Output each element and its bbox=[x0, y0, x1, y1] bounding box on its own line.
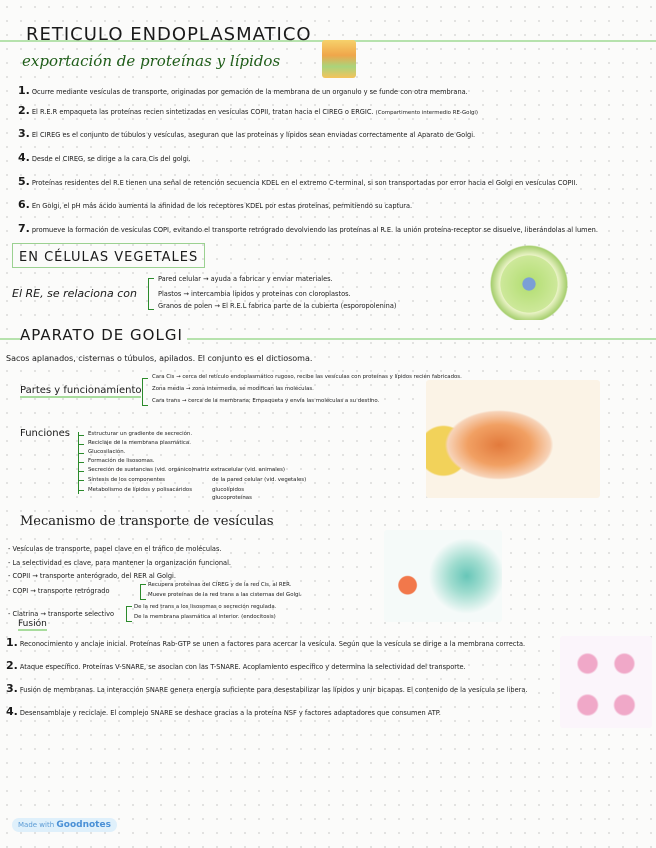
er-subtitle: exportación de proteínas y lípidos bbox=[22, 52, 281, 70]
fusion-step-4: 4. Desensamblaje y reciclaje. El complejo SNARE se deshace gracias a la proteína NSF y factores adaptadores que consumen ATP. bbox=[6, 705, 441, 718]
fusion-label: Fusión bbox=[18, 619, 47, 629]
er-item-5: 5. Proteínas residentes del R.E tienen una señal de retención secuencia KDEL en el extremo C-terminal, si son transportadas por error hacia el Golgi en vesículas COPII. bbox=[18, 175, 578, 188]
golgi-part-trans: Cara trans → cerca de la membrana; Empaqueta y envía las moléculas a su destino. bbox=[152, 398, 380, 404]
er-item-7: 7. promueve la formación de vesículas COPI, evitando el transporte retrógrado devolviendo las proteínas al R.E. la unión proteína-receptor se disuelve, liberándolas al lumen. bbox=[18, 222, 598, 235]
made-with-label: Made with bbox=[18, 821, 55, 829]
golgi-function-5: Secreción de sustancias (vid. orgánico) bbox=[88, 467, 194, 473]
golgi-title: APARATO DE GOLGI bbox=[20, 326, 187, 344]
mechanism-bullet-2: - La selectividad es clave, para mantener la organización funcional. bbox=[8, 559, 232, 567]
golgi-function-6: Síntesis de los componentes bbox=[88, 477, 165, 483]
golgi-functions-label: Funciones bbox=[20, 428, 70, 439]
mechanism-bullet-3: - COPII → transporte anterógrado, del RER al Golgi. bbox=[8, 572, 176, 580]
er-item-6: 6. En Golgi, el pH más ácido aumenta la afinidad de los receptores KDEL por estas proteínas, permitiendo su captura. bbox=[18, 198, 413, 211]
golgi-function-side-2: de la pared celular (vid. vegetales) bbox=[212, 477, 307, 483]
plant-lead: El RE, se relaciona con bbox=[12, 287, 137, 300]
mechanism-title: Mecanismo de transporte de vesículas bbox=[20, 514, 274, 529]
golgi-function-7: Metabolismo de lípidos y polisacáridos bbox=[88, 487, 193, 493]
plant-cell-image bbox=[484, 240, 574, 320]
goodnotes-badge[interactable] bbox=[12, 818, 117, 832]
golgi-function-side-1: matriz extracelular (vid. animales) bbox=[192, 467, 286, 473]
fusion-step-3: 3. Fusión de membranas. La interacción SNARE genera energía suficiente para desestabilizar las lípidos y unir bicapas. El contenido de la vesícula se libera. bbox=[6, 682, 528, 695]
golgi-diagram-image bbox=[426, 380, 600, 498]
vesicle-transport-image bbox=[384, 530, 502, 622]
clathrin-sub-2: De la membrana plasmática al interior. (endocitosis) bbox=[134, 614, 276, 620]
brace bbox=[148, 278, 154, 310]
fusion-step-2: 2. Ataque específico. Proteínas V-SNARE, se asocian con las T-SNARE. Acoplamiento específico y determina la selectividad del transporte. bbox=[6, 659, 466, 672]
mechanism-bullet-5: - Clatrina → transporte selectivo bbox=[8, 610, 115, 618]
brace bbox=[140, 584, 146, 600]
golgi-function-2: Reciclaje de la membrana plasmática. bbox=[88, 440, 191, 446]
er-item-2: 2. El R.E.R empaqueta las proteínas recien sintetizadas en vesículas COPII, tratan hacia el CIREG o ERGIC. (Compartimento intermedio RE-Golgi) bbox=[18, 104, 478, 117]
brace bbox=[142, 378, 148, 406]
er-item-4: 4. Desde el CIREG, se dirige a la cara Cis del golgi. bbox=[18, 151, 191, 164]
plant-title: EN CÉLULAS VEGETALES bbox=[19, 250, 199, 265]
plant-item-1: Pared celular → ayuda a fabricar y enviar materiales. bbox=[158, 275, 333, 283]
plant-item-2: Plastos → intercambia lípidos y proteínas con cloroplastos. bbox=[158, 290, 351, 298]
er-title: RETICULO ENDOPLASMATICO bbox=[26, 24, 312, 45]
golgi-function-1: Estructurar un gradiente de secreción. bbox=[88, 431, 193, 437]
clathrin-sub-1: De la red trans a los lisosomas o secreción regulada. bbox=[134, 604, 277, 610]
golgi-part-media: Zona media → zona intermedia, se modifican las moléculas. bbox=[152, 386, 314, 392]
tree-line bbox=[78, 432, 79, 494]
golgi-function-4: Formación de lisosomas. bbox=[88, 458, 155, 464]
er-item-1: 1. Ocurre mediante vesículas de transporte, originadas por gemación de la membrana de un organulo y se funde con otra membrana. bbox=[18, 84, 468, 97]
mechanism-bullet-1: - Vesículas de transporte, papel clave en el tráfico de moléculas. bbox=[8, 545, 222, 553]
plant-item-3: Granos de polen → El R.E.L fabrica parte de la cubierta (esporopolenina) bbox=[158, 302, 397, 310]
fusion-step-1: 1. Reconocimiento y anclaje inicial. Proteínas Rab-GTP se unen a factores para acercar la vesícula. Según que la vesícula se dirige a la membrana correcta. bbox=[6, 636, 526, 649]
mechanism-bullet-4: - COPI → transporte retrógrado bbox=[8, 587, 110, 595]
golgi-lead: Sacos aplanados, cisternas o túbulos, apilados. El conjunto es el dictiosoma. bbox=[6, 354, 313, 363]
golgi-function-side-3: glucolípidos bbox=[212, 487, 245, 493]
golgi-function-side-4: glucoproteínas bbox=[212, 495, 252, 501]
golgi-function-3: Glucosilación. bbox=[88, 449, 126, 455]
goodnotes-brand: Goodnotes bbox=[56, 820, 111, 830]
er-item-3: 3. El CIREG es el conjunto de túbulos y vesículas, aseguran que las proteínas y lípidos sean enviadas correctamente al Aparato de Golgi. bbox=[18, 127, 476, 140]
golgi-parts-label: Partes y funcionamiento bbox=[20, 385, 142, 396]
snare-fusion-image bbox=[560, 636, 652, 728]
er-diagram-image bbox=[322, 40, 356, 78]
plant-title-box bbox=[12, 243, 205, 268]
copi-sub-1: Recupera proteínas del CIREG y de la red Cis, al RER. bbox=[148, 582, 292, 588]
golgi-part-cis: Cara Cis → cerca del retículo endoplasmático rugoso, recibe las vesículas con proteínas y lípidos recién fabricados. bbox=[152, 374, 462, 380]
brace bbox=[126, 606, 132, 622]
copi-sub-2: Mueve proteínas de la red trans a las cisternas del Golgi. bbox=[148, 592, 302, 598]
